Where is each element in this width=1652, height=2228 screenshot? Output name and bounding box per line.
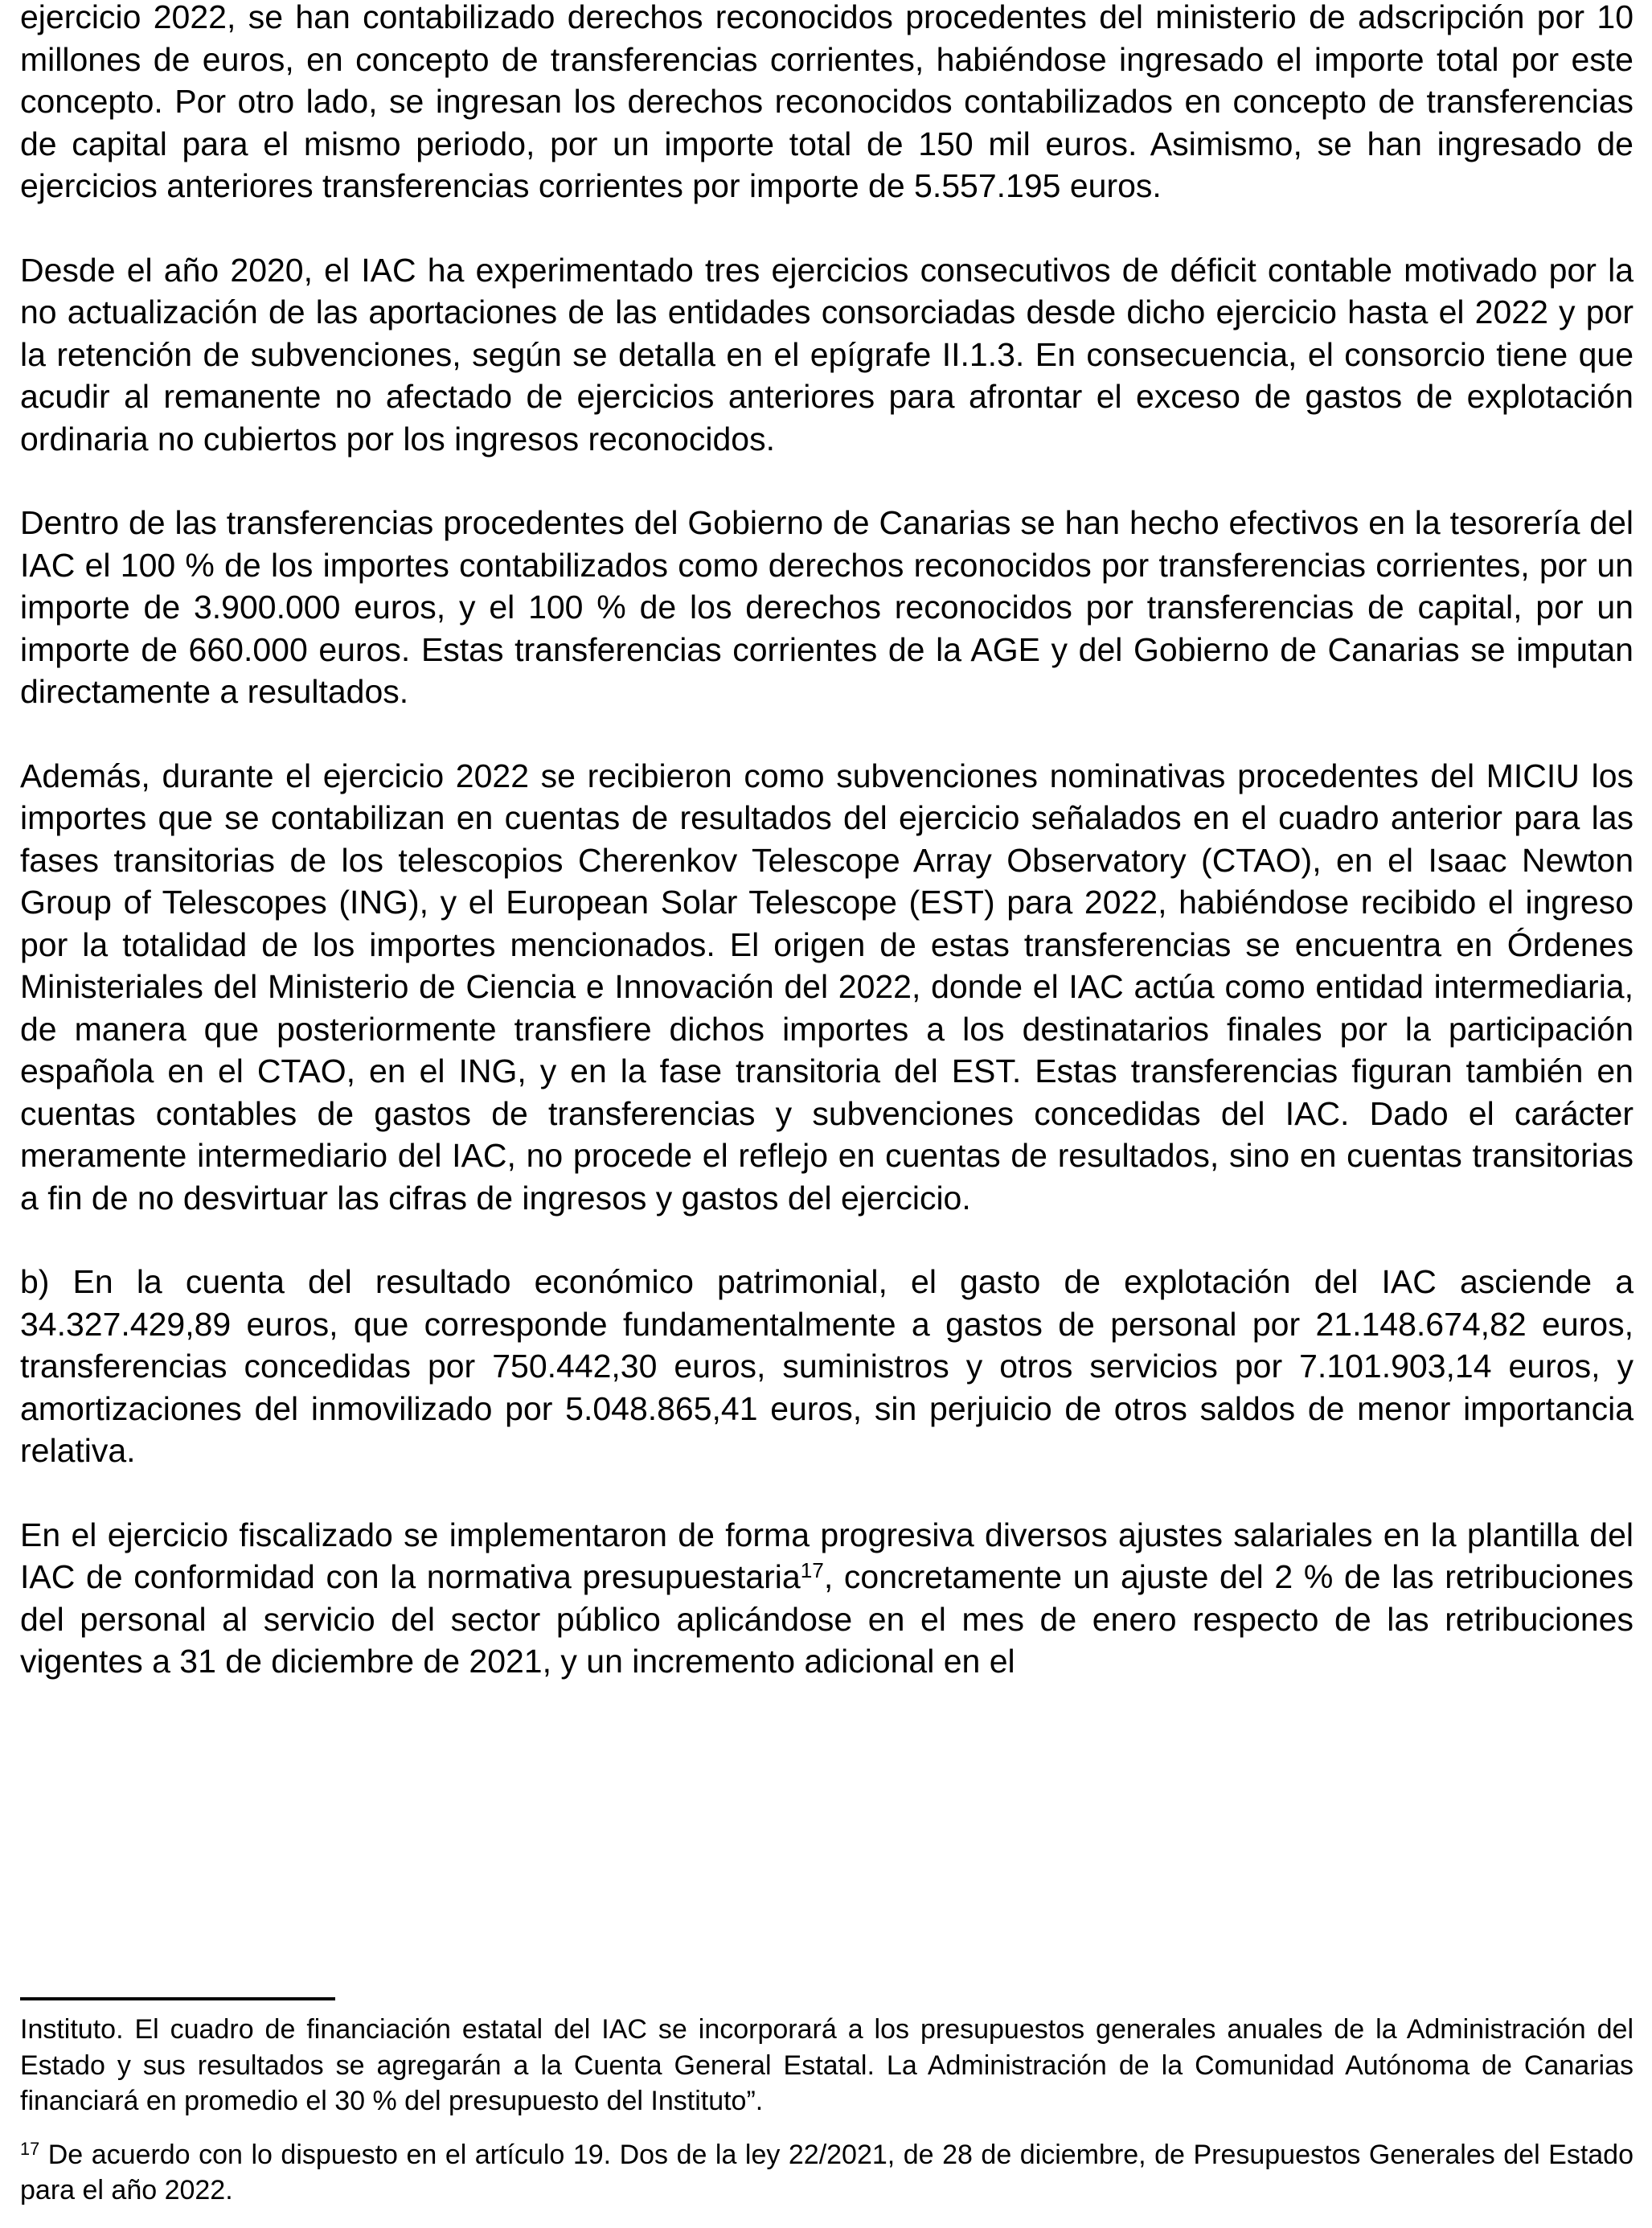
footnote-17-marker: 17 [20, 2138, 40, 2159]
body-text [20, 0, 1634, 1725]
paragraph-6-text-continued: , concretamente un ajuste del 2 % de las retribuciones del personal al servicio del sector público aplicándose en el mes de enero respecto de las retribuciones vigentes a 31 de diciembre de 2021, y un incremento adicional en el [20, 1558, 1634, 1680]
paragraph-5: b) En la cuenta del resultado económico patrimonial, el gasto de explotación del IAC asciende a 34.327.429,89 euros, que corresponde fundamentalmente a gastos de personal por 21.148.674,82 euros, transferencias concedidas por 750.442,30 euros, suministros y otros servicios por 7.101.903,14 euros, y amortizaciones del inmovilizado por 5.048.865,41 euros, sin perjuicio de otros saldos de menor importancia relativa. [20, 1263, 1634, 1469]
footnote-17 [20, 2137, 1634, 2209]
paragraph-1: ejercicio 2022, se han contabilizado derechos reconocidos procedentes del ministerio de adscripción por 10 millones de euros, en concepto de transferencias corrientes, habiéndose ingresado el importe total por este concepto. Por otro lado, se ingresan los derechos reconocidos contabilizados en concepto de transferencias de capital para el mismo periodo, por un importe total de 150 mil euros. Asimismo, se han ingresado de ejercicios anteriores transferencias corrientes por importe de 5.557.195 euros. [20, 0, 1634, 204]
paragraph-2: Desde el año 2020, el IAC ha experimentado tres ejercicios consecutivos de déficit contable motivado por la no actualización de las aportaciones de las entidades consorciadas desde dicho ejercicio hasta el 2022 y por la retención de subvenciones, según se detalla en el epígrafe II.1.3. En consecuencia, el consorcio tiene que acudir al remanente no afectado de ejercicios anteriores para afrontar el exceso de gastos de explotación ordinaria no cubiertos por los ingresos reconocidos. [20, 251, 1634, 457]
footnote-17-text: De acuerdo con lo dispuesto en el artículo 19. Dos de la ley 22/2021, de 28 de diciembre, de Presupuestos Generales del Estado para el año 2022. [20, 2139, 1634, 2205]
footnote-area [20, 1997, 1634, 2226]
footnote-reference-17: 17 [800, 1557, 824, 1582]
paragraph-6-text: En el ejercicio fiscalizado se implementaron de forma progresiva diversos ajustes salariales en la plantilla del IAC de conformidad con la normativa presupuestaria [20, 1516, 1634, 1595]
footnote-separator-line [20, 1997, 335, 2000]
paragraph-4: Además, durante el ejercicio 2022 se recibieron como subvenciones nominativas procedentes del MICIU los importes que se contabilizan en cuentas de resultados del ejercicio señalados en el cuadro anterior para las fases transitorias de los telescopios Cherenkov Telescope Array Observatory (CTAO), en el Isaac Newton Group of Telescopes (ING), y el European Solar Telescope (EST) para 2022, habiéndose recibido el ingreso por la totalidad de los importes mencionados. El origen de estas transferencias se encuentra en Órdenes Ministeriales del Ministerio de Ciencia e Innovación del 2022, donde el IAC actúa como entidad intermediaria, de manera que posteriormente transfiere dichos importes a los destinatarios finales por la participación española en el CTAO, en el ING, y en la fase transitoria del EST. Estas transferencias figuran también en cuentas contables de gastos de transferencias y subvenciones concedidas del IAC. Dado el carácter meramente intermediario del IAC, no procede el reflejo en cuentas de resultados, sino en cuentas transitorias a fin de no desvirtuar las cifras de ingresos y gastos del ejercicio. [20, 757, 1634, 1217]
paragraph-3: Dentro de las transferencias procedentes del Gobierno de Canarias se han hecho efectivos en la tesorería del IAC el 100 % de los importes contabilizados como derechos reconocidos por transferencias corrientes, por un importe de 3.900.000 euros, y el 100 % de los derechos reconocidos por transferencias de capital, por un importe de 660.000 euros. Estas transferencias corrientes de la AGE y del Gobierno de Canarias se imputan directamente a resultados. [20, 504, 1634, 710]
footnote-continuation: Instituto. El cuadro de financiación estatal del IAC se incorporará a los presupuestos generales anuales de la Administración del Estado y sus resultados se agregarán a la Cuenta General Estatal. La Administración de la Comunidad Autónoma de Canarias financiará en promedio el 30 % del presupuesto del Instituto”. [20, 2014, 1634, 2116]
paragraph-6 [20, 1514, 1634, 1683]
